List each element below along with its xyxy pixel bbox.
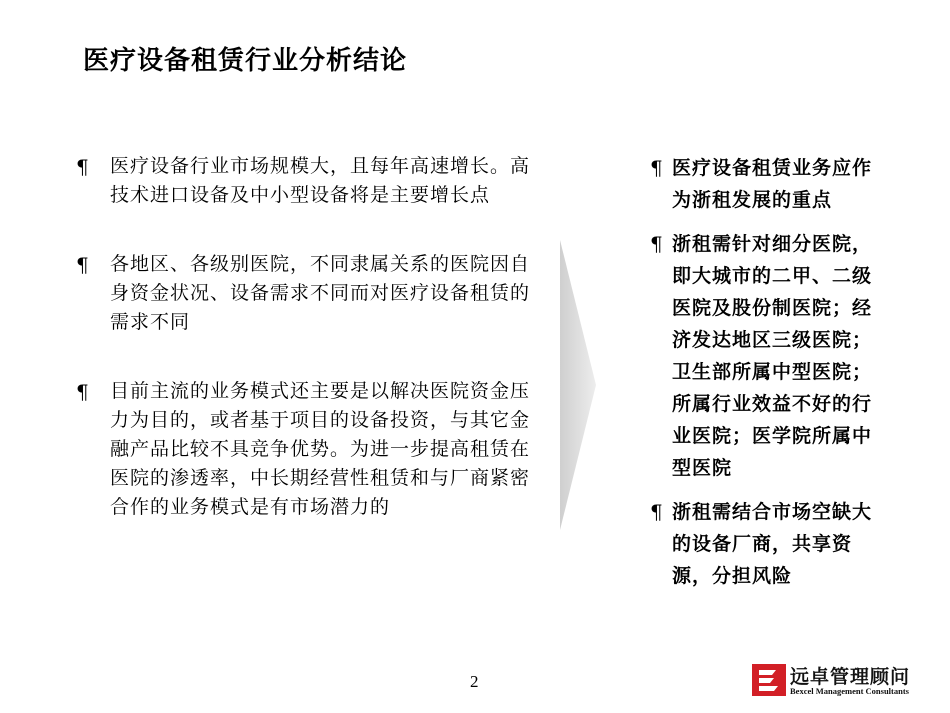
bexcel-logo-icon [752,664,786,696]
bullet-mark: ¶ [650,500,663,524]
logo-name-en: Bexcel Management Consultants [790,686,909,696]
page-number: 2 [470,672,479,691]
conclusion-text: 浙租需针对细分医院，即大城市的二甲、二级医院及股份制医院；经济发达地区三级医院；卫生部所属中型医院；所属行业效益不好的行业医院；医学院所属中型医院 [672,233,873,479]
finding-text: 医疗设备行业市场规模大，且每年高速增长。高技术进口设备及中小型设备将是主要增长点 [110,155,531,206]
list-item [650,228,890,484]
bullet-mark: ¶ [76,380,89,404]
list-item [650,152,890,216]
bullet-mark: ¶ [650,156,663,180]
list-item [76,250,546,337]
finding-text: 目前主流的业务模式还主要是以解决医院资金压力为目的，或者基于项目的设备投资，与其它金融产品比较不具竞争优势。为进一步提高租赁在医院的渗透率，中长期经营性租赁和与厂商紧密合作的业务模式是有市场潜力的 [110,380,531,518]
conclusions-list [650,152,890,604]
conclusion-text: 浙租需结合市场空缺大的设备厂商，共享资源，分担风险 [672,501,873,587]
findings-list [76,152,546,562]
logo-name-cn: 远卓管理顾问 [790,666,911,688]
bullet-mark: ¶ [76,155,89,179]
bullet-mark: ¶ [650,232,663,256]
chevron-arrow-icon [560,240,596,530]
list-item [76,377,546,522]
finding-text: 各地区、各级别医院，不同隶属关系的医院因自身资金状况、设备需求不同而对医疗设备租赁的需求不同 [110,253,531,333]
list-item [76,152,546,210]
company-logo [752,662,932,698]
page-title: 医疗设备租赁行业分析结论 [83,46,408,76]
list-item [650,496,890,592]
conclusion-text: 医疗设备租赁业务应作为浙租发展的重点 [672,157,873,211]
bullet-mark: ¶ [76,253,89,277]
